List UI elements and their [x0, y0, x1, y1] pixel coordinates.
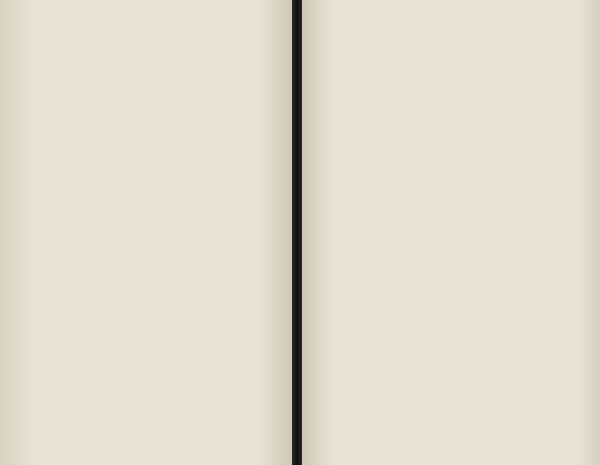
left-page — [0, 0, 292, 465]
book-gutter — [292, 0, 302, 465]
right-page — [302, 0, 600, 465]
